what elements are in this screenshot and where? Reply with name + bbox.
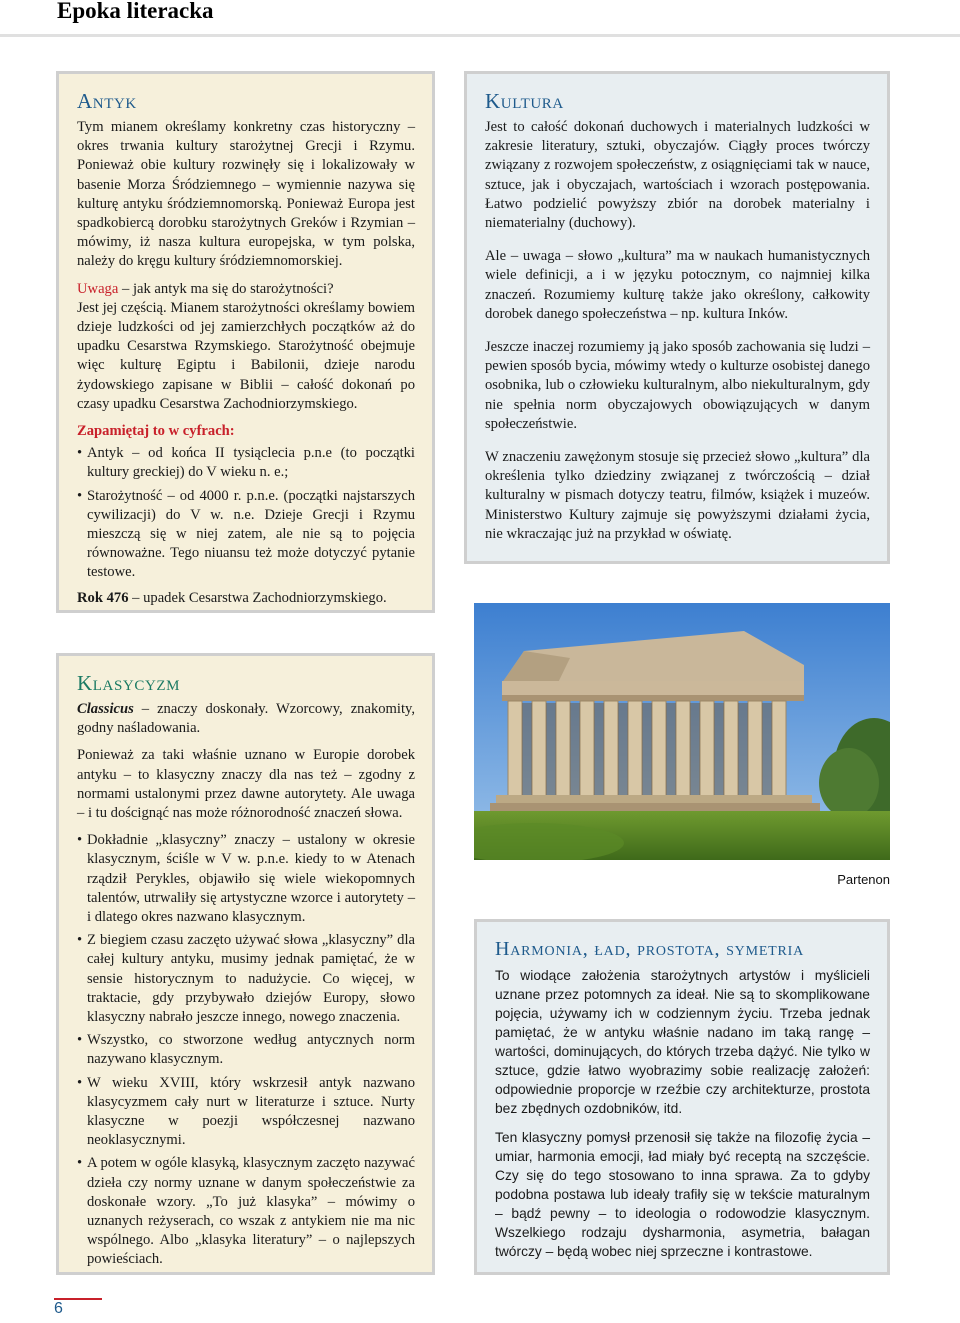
- kultura-box: [464, 71, 890, 564]
- uwaga-question: – jak antyk ma się do starożytności?: [118, 280, 334, 297]
- antyk-rok: [77, 589, 415, 608]
- harmonia-paragraph: To wiodące założenia starożytnych artystów i myślicieli uznane przez potomnych za ideał. Nie są to skomplikowane pojęcia, używamy ich w codziennym życiu. Trzeba jednak pamiętać, że w antyku właśnie nadano im taką rangę – wartości, dominujących, do których trzeba dążyć. Nie tylko w sztuce, gdzie łatwo wyobrazimy sobie realizację założeń: odpowiednie proporcje w rzeźbie czy architekturze, prostota bez zbędnych ozdobników, itd.: [495, 968, 870, 1116]
- list-item: • Z biegiem czasu zaczęto używać słowa „klasyczny” dla całej kultury antyku, musimy jednak pamiętać, że w sensie historycznym to nadużycie. Co więcej, w traktacie, gdy przybywało dziejów Europy, słowo klasyczny nabrało jeszcze innego, nowego znaczenia.: [77, 931, 415, 1027]
- kultura-paragraph: Jeszcze inaczej rozumiemy ją jako sposób zachowania się ludzi – pewien sposób bycia, mówimy wtedy o kulturze osobistej danego osobnika, lub o człowieku kulturalnym, albo niekulturalnym, gdy nie spełnia norm obyczajowych obowiązujących w danym społeczeństwie.: [485, 339, 870, 432]
- classicus-definition: – znaczy doskonały. Wzorcowy, znakomity, godny naśladowania.: [77, 701, 415, 737]
- classicus-term: Classicus: [77, 701, 134, 717]
- list-item: • Dokładnie „klasyczny” znaczy – ustalony w okresie klasycznym, ściśle w V w. p.n.e. kiedy to w Atenach rządził Perykles, objawiło się wiele wiekopomnych talentów, utrwaliły się artystyczne wzorce i autorytety – i dlatego okres nazwano klasycznym.: [77, 831, 415, 927]
- antyk-bullet-list: [77, 444, 415, 582]
- klasycyzm-paragraph: Ponieważ za taki właśnie uznano w Europie dorobek antyku – to klasyczny znaczy dla nas też – zgodny z normami ustalonymi przez dawne autorytety. Ale uwaga – i tu doścignąć nas może różnorodność znaczeń słowa.: [77, 747, 415, 822]
- kultura-title: Kultura: [485, 89, 564, 113]
- kultura-paragraph: W znaczeniu zawężonym stosuje się przecież słowo „kultura” dla określenia tylko dziedziny związanej z twórczością – dział kulturalny w pismach dotyczy teatru, filmów, książek i muzeów. Ministerstwo Kultury zajmuje się powyższymi działami życia, nie wkraczając już na przykład w oświatę.: [485, 449, 870, 542]
- page-title: Epoka literacka: [57, 0, 214, 23]
- kultura-paragraph: Ale – uwaga – słowo „kultura” ma w naukach humanistycznych wiele definicji, a i w języku potocznym, co najmniej kilka znaczeń. Rozumiemy kulturę także jako określony, całkowity dorobek danego społeczeństwa – np. kultura Inków.: [485, 248, 870, 322]
- list-item: • A potem w ogóle klasyką, klasycznym zaczęto nazywać dzieła czy normy uznane w danym społeczeństwie za doskonałe wzory. „To już klasyka” – mówimy o uznanych reżyserach, co wszak z antykiem nie ma nic wspólnego. Albo „klasyka literatury” – o najlepszych powieściach.: [77, 1154, 415, 1269]
- uwaga-label: Uwaga: [77, 280, 119, 297]
- rok-text: – upadek Cesarstwa Zachodniorzymskiego.: [128, 589, 387, 606]
- photo-caption: Partenon: [837, 872, 890, 887]
- antyk-paragraph: Tym mianem określamy konkretny czas historyczny – okres trwania kultury starożytnej Grecji i Rzymu. Ponieważ obie kultury rozwinęły się i lokalizowały w basenie Morza Śródziemnego – wymiennie nazywa się kulturę antyku śródziemnomorską. Ponieważ Europa jest spadkobiercą dorobku starożytnych Greków i Rzymian – mówimy, iż nasza kultura europejska, w tym polska, należy do kręgu kultury śródziemnomorskiej.: [77, 119, 415, 270]
- antyk-uwaga: [77, 280, 415, 299]
- list-item: • Antyk – od końca II tysiąclecia p.n.e (to początki kultury greckiej) do V wieku n. e.;: [77, 444, 415, 482]
- list-item: • Wszystko, co stworzone według antycznych norm nazywano klasycznym.: [77, 1031, 415, 1069]
- klasycyzm-bullet-list: [77, 831, 415, 1269]
- remember-heading: Zapamiętaj to w cyfrach:: [77, 423, 235, 440]
- rok-bold: Rok 476: [77, 589, 129, 606]
- harmonia-title: Harmonia, ład, prostota, symetria: [495, 938, 805, 960]
- page-header: [0, 0, 960, 37]
- kultura-paragraph: Jest to całość dokonań duchowych i materialnych ludzkości w zakresie literatury, sztuki, obyczajów. Ciągły proces twórczy związany z rozwojem społeczeństw, z osiągnięciami tak w nauce, sztuce, jak i obyczajach, wartościach i wzorach postępowania. Łatwo podzielić powyższy zbiór na dorobek materialny i niematerialny (duchowy).: [485, 119, 870, 232]
- antyk-title: Antyk: [77, 89, 137, 113]
- antyk-paragraph-2: Jest jej częścią. Mianem starożytności określamy bowiem dzieje ludzkości od jej zamierzchłych początków aż do upadku Cesarstwa Rzymskiego. Starożytność obejmuje więc kulturę Egiptu i Babilonii, dzieje narodu żydowskiego zapisane w Biblii – całość dokonań po czasy upadku Cesarstwa Zachodniorzymskiego.: [77, 299, 415, 412]
- page-number: 6: [54, 1300, 63, 1317]
- parthenon-photo: [474, 603, 890, 860]
- harmonia-box: [474, 919, 890, 1275]
- list-item: • W wieku XVIII, który wskrzesił antyk nazwano klasycyzmem cały nurt w literaturze i sztuce. Nurty klasyczne w poezji współczesnej nazwano neoklasycznymi.: [77, 1074, 415, 1151]
- harmonia-paragraph: Ten klasyczny pomysł przenosił się także na filozofię życia – umiar, harmonia emocji, ład miały być receptą na szczęście. Czy się do tego stosowano to inna sprawa. Za to gdyby podobna postawa lub ideały trafiły się w tekście maturalnym – bądź pewny – to ideologia o rodowodzie klasycznym. Wszelkiego rodzaju dysharmonia, asymetria, bałagan twórczy – będą wobec niej sprzeczne i kontrastowe.: [495, 1130, 870, 1259]
- list-item: • Starożytność – od 4000 r. p.n.e. (początki najstarszych cywilizacji) do V w. n.e. Dzieje Grecji i Rzymu mieszczą się w niej zatem, ale nie są to pojęcia równoważne. Tego niuansu też może dotyczyć pytanie testowe.: [77, 487, 415, 583]
- antyk-box: [56, 71, 435, 613]
- parthenon-image: [474, 603, 890, 860]
- klasycyzm-title: Klasycyzm: [77, 671, 181, 695]
- klasycyzm-intro: [77, 700, 415, 738]
- klasycyzm-box: [56, 653, 435, 1275]
